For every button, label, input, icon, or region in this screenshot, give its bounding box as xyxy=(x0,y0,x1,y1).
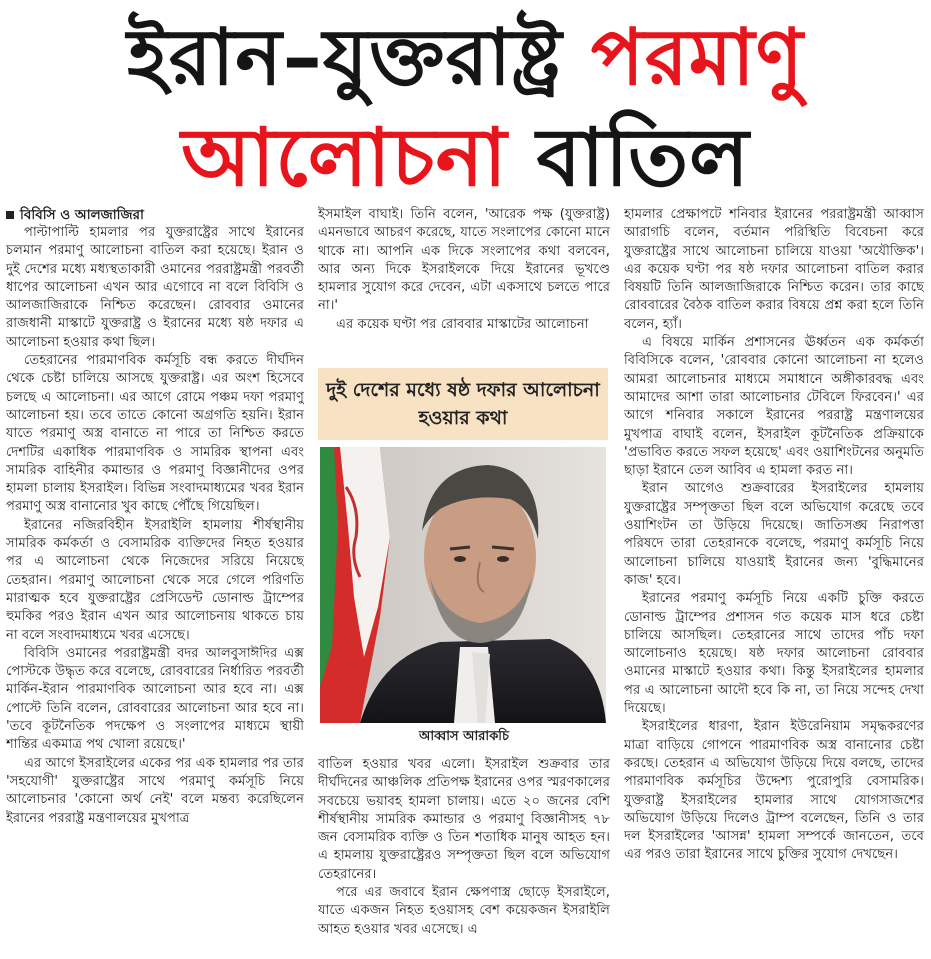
byline xyxy=(6,206,304,224)
paragraph: এর আগে ইসরাইলের একের পর এক হামলার পর তার 'সহযোগী' যুক্তরাষ্ট্রের সাথে পরমাণু কর্মসূচি নিয়ে আলোচনার 'কোনো অর্থ নেই' বলে মন্তব্য করেছিলেন ইরানের পররাষ্ট্র মন্ত্রণালয়ের মুখপাত্র xyxy=(6,755,304,826)
byline-text: বিবিসি ও আলজাজিরা xyxy=(20,207,144,223)
headline-line-2 xyxy=(0,108,931,208)
paragraph: বাতিল হওয়ার খবর এলো। ইসরাইল শুক্রবার তার দীর্ঘদিনের আঞ্চলিক প্রতিপক্ষ ইরানের ওপর স্মরণকালের সবচেয়ে ভয়াবহ হামলা চালায়। এতে ২০ জনের বেশি শীর্ষস্থানীয় সামরিক কমান্ডার ও পরমাণু বিজ্ঞানীসহ ৭৮ জন বেসামরিক ব্যক্তি ও তিন শতাধিক মানুষ আহত হন। এ হামলায় যুক্তরাষ্ট্রেরও সম্পৃক্ততা ছিল বলে অভিযোগ তেহরানের। xyxy=(318,757,610,882)
headline-part-talks: আলোচনা xyxy=(181,111,508,204)
bullet-square-icon xyxy=(6,211,14,219)
paragraph: পাল্টাপাল্টি হামলার পর যুক্তরাষ্ট্রের সাথে ইরানের চলমান পরমাণু আলোচনা বাতিল করা হয়েছে। ইরান ও দুই দেশের মধ্যে মধ্যস্থতাকারী ওমানের পররাষ্ট্রমন্ত্রী পরবর্তী ধাপের আলোচনা এখন আর এগোবে না বলে বিবিসি ও আলজাজিরাকে নিশ্চিত করেছেন। রোববার ওমানের রাজধানী মাস্কাটে যুক্তরাষ্ট্র ও ইরানের মধ্যে ষষ্ঠ দফার এ আলোচনা হওয়ার কথা ছিল। xyxy=(6,225,304,350)
article-column-2-top xyxy=(318,206,610,354)
paragraph: এ বিষয়ে মার্কিন প্রশাসনের ঊর্ধ্বতন এক কর্মকর্তা বিবিসিকে বলেন, 'রোববার কোনো আলোচনা না হলেও আমরা আলোচনার মাধ্যমে সমাধানে অঙ্গীকারবদ্ধ এবং আমাদের আশা তারা আলোচনার টেবিলে ফিরবেন।' এর আগে শনিবার সকালে ইরানের পররাষ্ট্র মন্ত্রণালয়ের মুখপাত্র বাঘাই বলেন, ইসরাইল কূটনৈতিক প্রক্রিয়াকে 'প্রভাবিত করতে সফল হয়েছে' এবং ওয়াশিংটনের অনুমতি ছাড়া ইরানে তেল আবিব এ হামলা করত না। xyxy=(624,335,924,479)
paragraph: পরে এর জবাবে ইরান ক্ষেপণাস্ত্র ছোড়ে ইসরাইলে, যাতে একজন নিহত হওয়াসহ বেশ কয়েকজন ইসরাইলি আহত হওয়ার খবর এসেছে। এ xyxy=(318,885,610,937)
paragraph: ইরানের নজিরবিহীন ইসরাইলি হামলায় শীর্ষস্থানীয় সামরিক কর্মকর্তা ও বেসামরিক ব্যক্তিদের নিহত হওয়ার পর এ আলোচনা থেকে নিজেদের সরিয়ে নিয়েছে তেহরান। পরমাণু আলোচনা থেকে সরে গেলে পরিণতি মারাত্মক হবে যুক্তরাষ্ট্রের প্রেসিডেন্ট ডোনাল্ড ট্রাম্পের হুমকির পরও ইরান এখন আর আলোচনায় থাকতে চায় না বলে সংবাদমাধ্যমে খবর এসেছে। xyxy=(6,517,304,643)
paragraph: বিবিসি ওমানের পররাষ্ট্রমন্ত্রী বদর আলবুসাঈদির এক্স পোস্টকে উদ্ধৃত করে বলেছে, রোববারের নির্ধারিত পরবর্তী মার্কিন-ইরান পারমাণবিক আলোচনা আর হবে না। এক্স পোস্টে তিনি বলেন, রোববারের আলোচনা আর হবে না। 'তবে কূটনৈতিক পদক্ষেপ ও সংলাপের মাধ্যমে স্থায়ী শান্তির একমাত্র পথ খোলা রয়েছে।' xyxy=(6,645,304,753)
pull-quote xyxy=(318,368,608,440)
paragraph: তেহরানের পারমাণবিক কর্মসূচি বন্ধ করতে দীর্ঘদিন থেকে চেষ্টা চালিয়ে আসছে যুক্তরাষ্ট্র। এর অংশ হিসেবে চলছে এ আলোচনা। এর আগে রোমে পঞ্চম দফা পরমাণু আলোচনা হয়। তবে তাতে কোনো অগ্রগতি হয়নি। ইরান যাতে পরমাণু অস্ত্র বানাতে না পারে তা নিশ্চিত করতে দেশটির একাধিক পারমাণবিক ও সামরিক স্থাপনা এবং সামরিক বাহিনীর কমান্ডার ও পরমাণু বিজ্ঞানীদের ওপর হামলা চালায় ইসরাইল। বিভিন্ন সংবাদমাধ্যমের খবর ইরান পরমাণু অস্ত্র বানানোর খুব কাছে পৌঁছে গিয়েছিল। xyxy=(6,353,304,515)
paragraph: ইসমাইল বাঘাই। তিনি বলেন, 'আরেক পক্ষ (যুক্তরাষ্ট্র) এমনভাবে আচরণ করেছে, যাতে সংলাপের কোনো মানে থাকে না। আপনি এক দিকে সংলাপের কথা বলবেন, আর অন্য দিকে ইসরাইলকে দিয়ে ইরানের ভূখণ্ডে হামলার সুযোগ করে দেবেন, এটা একসাথে চলতে পারে না।' xyxy=(318,207,610,314)
headline-part-cancelled: বাতিল xyxy=(536,111,750,204)
paragraph: হামলার প্রেক্ষাপটে শনিবার ইরানের পররাষ্ট্রমন্ত্রী আব্বাস আরাগচি বলেন, বর্তমান পরিস্থিতি বিবেচনা করে যুক্তরাষ্ট্রের সাথে আলোচনা চালিয়ে যাওয়া 'অযৌক্তিক'। এর কয়েক ঘণ্টা পর ষষ্ঠ দফার আলোচনা বাতিল করার বিষয়টি তিনি আলজাজিরাকে নিশ্চিত করেন। তার কাছে রোববারের বৈঠক বাতিল করার বিষয়ে প্রশ্ন করা হলে তিনি বলেন, হ্যাঁ। xyxy=(624,207,924,332)
paragraph: ইসরাইলের ধারণা, ইরান ইউরেনিয়াম সমৃদ্ধকরণের মাত্রা বাড়িয়ে গোপনে পারমাণবিক অস্ত্র বানানোর চেষ্টা করছে। তেহরান এ অভিযোগ উড়িয়ে দিয়ে বলছে, তাদের পারমাণবিক কর্মসূচির উদ্দেশ্য পুরোপুরি বেসামরিক। যুক্তরাষ্ট্র ইসরাইলের হামলার সাথে যোগসাজশের অভিযোগ উড়িয়ে দিলেও ট্রাম্প বলেছেন, তিনি ও তার দল ইসরাইলের 'আসন্ন' হামলা সম্পর্কে জানতেন, তবে এর পরও তারা ইরানের সাথে চুক্তির সুযোগ দেখছেন। xyxy=(624,719,924,863)
portrait-image xyxy=(320,447,606,723)
article-column-3 xyxy=(624,206,924,956)
pull-quote-text: দুই দেশের মধ্যে ষষ্ঠ দফার আলোচনা হওয়ার কথা xyxy=(326,379,600,429)
photo-caption: আব্বাস আরাকচি xyxy=(418,729,510,744)
paragraph: ইরান আগেও শুক্রবারের ইসরাইলের হামলায় যুক্তরাষ্ট্রের সম্পৃক্ততা ছিল বলে অভিযোগ করেছে তবে ওয়াশিংটন তা উড়িয়ে দিয়েছে। জাতিসঙ্ঘ নিরাপত্তা পরিষদে তারা তেহরানকে বলেছে, পরমাণু কর্মসূচি নিয়ে আলোচনা চালিয়ে যাওয়াই ইরানের জন্য 'বুদ্ধিমানের কাজ' হবে। xyxy=(624,481,924,588)
headline-part-iran-us: ইরান–যুক্তরাষ্ট্র xyxy=(127,13,563,103)
paragraph: ইরানের পরমাণু কর্মসূচি নিয়ে একটি চুক্তি করতে ডোনাল্ড ট্রাম্পের প্রশাসন গত কয়েক মাস ধরে চেষ্টা চালিয়ে আসছিল। তেহরানের সাথে তাদের পাঁচ দফা আলোচনাও হয়েছে। ষষ্ঠ দফার আলোচনা রোববার ওমানের মাস্কাটে হওয়ার কথা। কিন্তু ইসরাইলের হামলার পর এ আলোচনা আদৌ হবে কি না, তা নিয়ে সন্দেহ দেখা দিয়েছে। xyxy=(624,591,924,717)
headline-line-1 xyxy=(0,8,931,108)
headline-part-nuclear: পরমাণু xyxy=(590,13,804,103)
article-column-2-bottom xyxy=(318,756,610,956)
photo-abbas-araghchi xyxy=(320,447,606,723)
article-column-1 xyxy=(6,206,304,956)
paragraph: এর কয়েক ঘণ্টা পর রোববার মাস্কাটের আলোচনা xyxy=(336,316,589,332)
